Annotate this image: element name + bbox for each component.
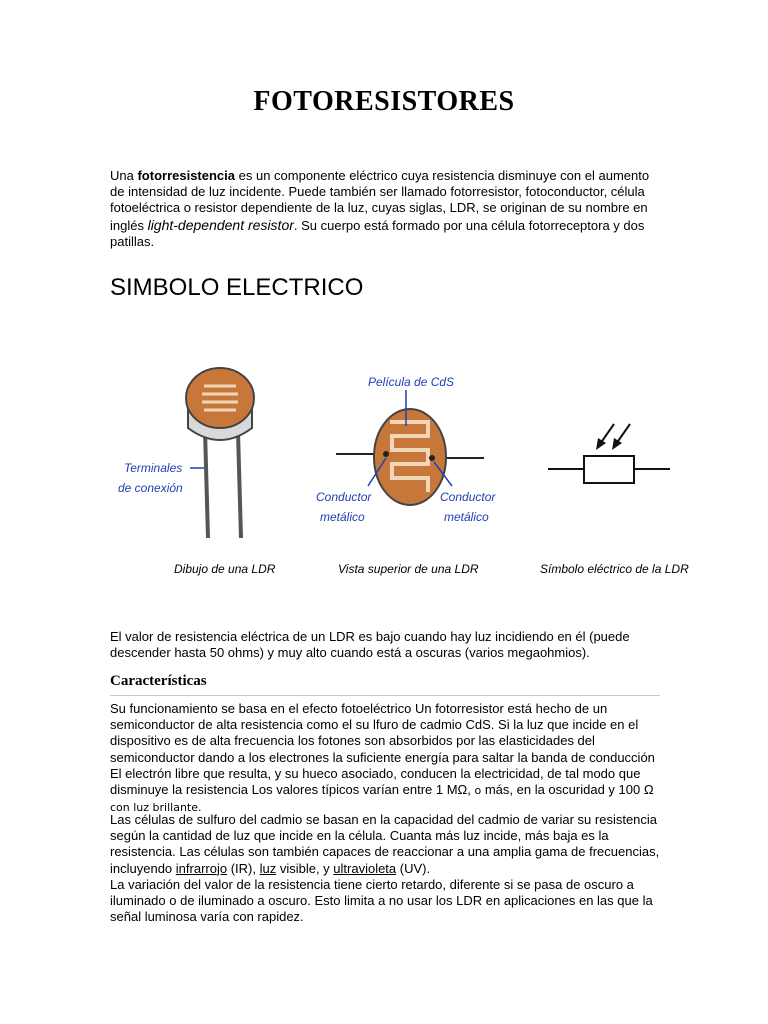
caption-top-view: Vista superior de una LDR (338, 562, 479, 576)
label-conductor-left-2: metálico (320, 510, 365, 524)
characteristics-heading: Características (110, 673, 207, 689)
page-title: FOTORESISTORES (253, 86, 515, 117)
cells-text-ir: (IR), (227, 860, 260, 876)
intro-text-body: es un componente eléctrico cuya resistencia disminuye con el aumento de intensidad de luz incidente. Puede también ser llamado fotorresistor, fotoconductor, célula fotoeléctrica o resistor dependiente de la luz, cuyas siglas, LDR, se originan de su nombre en inglés (110, 168, 650, 233)
function-text-start: Su funcionamiento se basa en el efecto fotoeléctrico Un fotorresistor está hecho de un semiconductor de alta resistencia como el su lfuro de cadmio CdS. Si la luz que incide en el dispositivo es de alta frecuencia los fotones son absorbidos por las elasticidades del semiconductor dando a los electrones la suficiente energía para saltar la banda de conducción El electrón libre que resulta, y su hueco asociado, conducen la electricidad, de tal modo que disminuye la resistencia Los valores típicos varían entre 1 MΩ, (110, 701, 655, 798)
ldr-symbol-image (548, 424, 670, 483)
infrared-link[interactable]: infrarrojo (175, 860, 228, 876)
label-conductor-right-1: Conductor (440, 490, 496, 504)
ldr-drawing-image (186, 368, 254, 538)
intro-bold-term: fotorresistencia (137, 168, 236, 183)
cells-text-uv: (UV). (396, 860, 431, 876)
function-small-text-1: o (474, 784, 482, 798)
intro-italic-term: light-dependent resistor (147, 216, 294, 233)
label-terminals-1: Terminales (124, 461, 183, 475)
ultraviolet-link[interactable]: ultravioleta (333, 860, 397, 876)
intro-paragraph (110, 168, 660, 250)
light-link[interactable]: luz (259, 860, 277, 876)
caption-symbol: Símbolo eléctrico de la LDR (540, 562, 689, 576)
label-terminals-2: de conexión (118, 481, 183, 495)
intro-text-end: . Su cuerpo está formado por una célula fotorreceptora y dos patillas. (110, 217, 645, 249)
function-text-middle: más, en la oscuridad y 100 Ω (481, 782, 654, 798)
label-conductor-right-2: metálico (444, 510, 489, 524)
cells-text-visible: visible, y (276, 860, 334, 876)
resistance-paragraph: El valor de resistencia eléctrica de un LDR es bajo cuando hay luz incidiendo en él (puede descender hasta 50 ohms) y muy alto cuando está a oscuras (varios megaohmios). (110, 629, 630, 661)
intro-text-start: Una (110, 168, 138, 183)
label-film: Película de CdS (368, 375, 455, 389)
ldr-figure (100, 340, 700, 590)
section-heading-symbol: SIMBOLO ELECTRICO (110, 274, 364, 301)
caption-drawing: Dibujo de una LDR (174, 562, 276, 576)
delay-paragraph: La variación del valor de la resistencia tiene cierto retardo, diferente si se pasa de oscuro a iluminado o de iluminado a oscuro. Esto limita a no usar los LDR en aplicaciones en las que la señal luminosa varía con rapidez. (110, 877, 653, 925)
function-small-text-2: con luz brillante. (110, 801, 202, 815)
label-conductor-left-1: Conductor (316, 490, 372, 504)
cells-paragraph (110, 812, 660, 877)
cells-text-start: Las células de sulfuro del cadmio se basan en la capacidad del cadmio de variar su resistencia según la cantidad de luz que incide en la célula. Cuanta más luz incide, más baja es la resistencia. Las células son también capaces de reaccionar a una amplia gama de frecuencias, incluyendo (110, 812, 660, 876)
heading-divider (110, 695, 660, 696)
function-paragraph (110, 701, 660, 816)
